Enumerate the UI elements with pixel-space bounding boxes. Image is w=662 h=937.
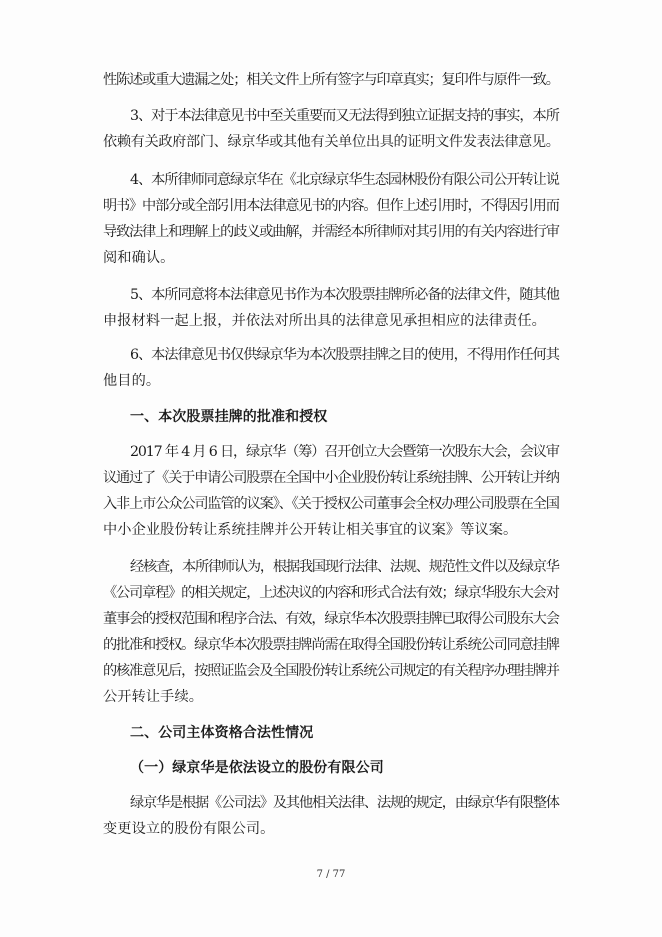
paragraph-line: 的批准和授权。绿京华本次股票挂牌尚需在取得全国股份转让系统公司同意挂牌 [103, 637, 559, 653]
paragraph-line: 性陈述或重大遗漏之处；相关文件上所有签字与印章真实；复印件与原件一致。 [103, 72, 559, 88]
section-heading: （一）绿京华是依法设立的股份有限公司 [130, 760, 384, 776]
paragraph-line: 2017 年 4 月 6 日，绿京华（筹）召开创立大会暨第一次股东大会，会议审 [130, 444, 559, 460]
paragraph-line: 董事会的授权范围和程序合法、有效，绿京华本次股票挂牌已取得公司股东大会 [103, 611, 559, 627]
paragraph-line: 议通过了《关于申请公司股票在全国中小企业股份转让系统挂牌、公开转让并纳 [103, 470, 559, 486]
paragraph-line: 阅和确认。 [103, 250, 175, 266]
section-heading: 一、本次股票挂牌的批准和授权 [130, 409, 328, 425]
paragraph-line: 5、本所同意将本法律意见书作为本次股票挂牌所必备的法律文件，随其他 [130, 287, 559, 303]
paragraph-line: 3、对于本法律意见书中至关重要而又无法得到独立证据支持的事实，本所 [130, 108, 559, 124]
paragraph-line: 他目的。 [103, 373, 161, 389]
paragraph-line: 4、本所律师同意绿京华在《北京绿京华生态园林股份有限公司公开转让说 [130, 172, 559, 188]
paragraph-line: 入非上市公众公司监管的议案》、《关于授权公司董事会全权办理公司股票在全国 [103, 496, 559, 512]
page-number: 7 / 77 [316, 869, 346, 880]
paragraph-line: 《公司章程》的相关规定，上述决议的内容和形式合法有效；绿京华股东大会对 [103, 585, 559, 601]
paragraph-line: 明书》中部分或全部引用本法律意见书的内容。但作上述引用时，不得因引用而 [103, 198, 559, 214]
paragraph-line: 导致法律上和理解上的歧义或曲解，并需经本所律师对其引用的有关内容进行审 [103, 224, 559, 240]
section-heading: 二、公司主体资格合法性情况 [130, 725, 314, 741]
paragraph-line: 绿京华是根据《公司法》及其他相关法律、法规的规定，由绿京华有限整体 [130, 795, 559, 811]
paragraph-line: 变更设立的股份有限公司。 [103, 821, 275, 837]
paragraph-line: 6、本法律意见书仅供绿京华为本次股票挂牌之目的使用，不得用作任何其 [130, 347, 559, 363]
paragraph-line: 经核查，本所律师认为，根据我国现行法律、法规、规范性文件以及绿京华 [130, 559, 559, 575]
paragraph-line: 依赖有关政府部门、绿京华或其他有关单位出具的证明文件发表法律意见。 [103, 134, 560, 150]
paragraph-line: 申报材料一起上报，并依法对所出具的法律意见承担相应的法律责任。 [103, 313, 546, 329]
paragraph-line: 的核准意见后，按照证监会及全国股份转让系统公司规定的有关程序办理挂牌并 [103, 663, 559, 679]
paragraph-line: 公开转让手续。 [103, 689, 204, 705]
paragraph-line: 中小企业股份转让系统挂牌并公开转让相关事宜的议案》等议案。 [103, 522, 518, 538]
